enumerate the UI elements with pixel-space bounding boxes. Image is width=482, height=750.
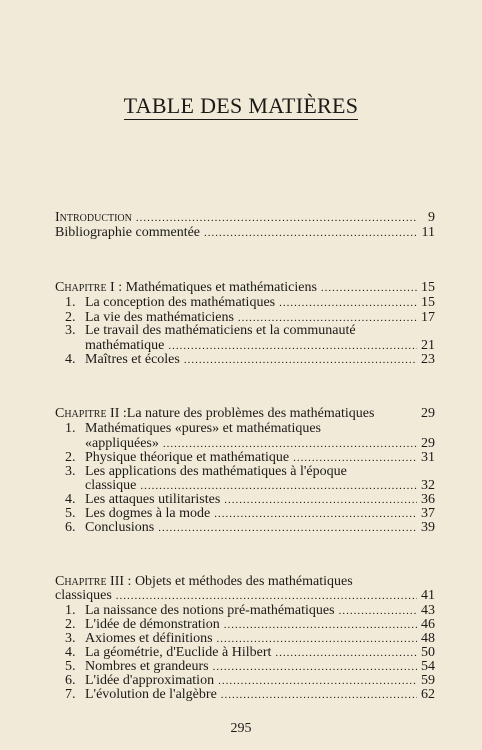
chapter-3-heading: Chapitre III : Objets et méthodes des mathématiques (55, 574, 353, 589)
toc-entry: 1. Mathématiques «pures» et mathématiques (65, 421, 321, 436)
toc-entry-continuation: classique ..... 32 (85, 478, 435, 493)
toc-entry-bibliographie: Bibliographie commentée ..... 11 (55, 225, 435, 240)
page-number: 295 (230, 721, 252, 736)
toc-entry: 5. Nombres et grandeurs ..... 54 (65, 659, 435, 674)
toc-entry: 2. L'idée de démonstration ..... 46 (65, 617, 435, 632)
toc-entry: 4. La géométrie, d'Euclide à Hilbert ..... 50 (65, 645, 435, 660)
toc-entry: 3. Le travail des mathématiciens et la communauté (65, 323, 356, 338)
toc-entry: 1. La conception des mathématiques ..... 15 (65, 295, 435, 310)
page-title: TABLE DES MATIÈRES (123, 93, 359, 118)
chapter-2-heading: Chapitre II :La nature des problèmes des mathématiques 29 (55, 406, 435, 421)
toc-entry: 1. La naissance des notions pré-mathématiques ..... 43 (65, 603, 435, 618)
toc-entry: 2. Physique théorique et mathématique ..... 31 (65, 450, 435, 465)
toc-entry: 6. L'idée d'approximation ..... 59 (65, 673, 435, 688)
toc-entry-introduction: Introduction ..... 9 (55, 210, 435, 225)
toc-entry: 5. Les dogmes à la mode ..... 37 (65, 506, 435, 521)
chapter-1-heading: Chapitre I : Mathématiques et mathématiciens ..... 15 (55, 280, 435, 295)
toc-entry: 7. L'évolution de l'algèbre ..... 62 (65, 687, 435, 702)
toc-entry: 3. Les applications des mathématiques à l'époque (65, 464, 347, 479)
toc-entry-continuation: mathématique ..... 21 (85, 338, 435, 353)
toc-entry-continuation: «appliquées» ..... 29 (85, 436, 435, 451)
toc-entry: 4. Les attaques utilitaristes ..... 36 (65, 492, 435, 507)
chapter-3-heading-continuation: classiques ..... 41 (55, 588, 435, 603)
toc-entry: 3. Axiomes et définitions ..... 48 (65, 631, 435, 646)
toc-entry: 2. La vie des mathématiciens ..... 17 (65, 310, 435, 325)
toc-entry: 4. Maîtres et écoles ..... 23 (65, 352, 435, 367)
toc-entry: 6. Conclusions ..... 39 (65, 520, 435, 535)
